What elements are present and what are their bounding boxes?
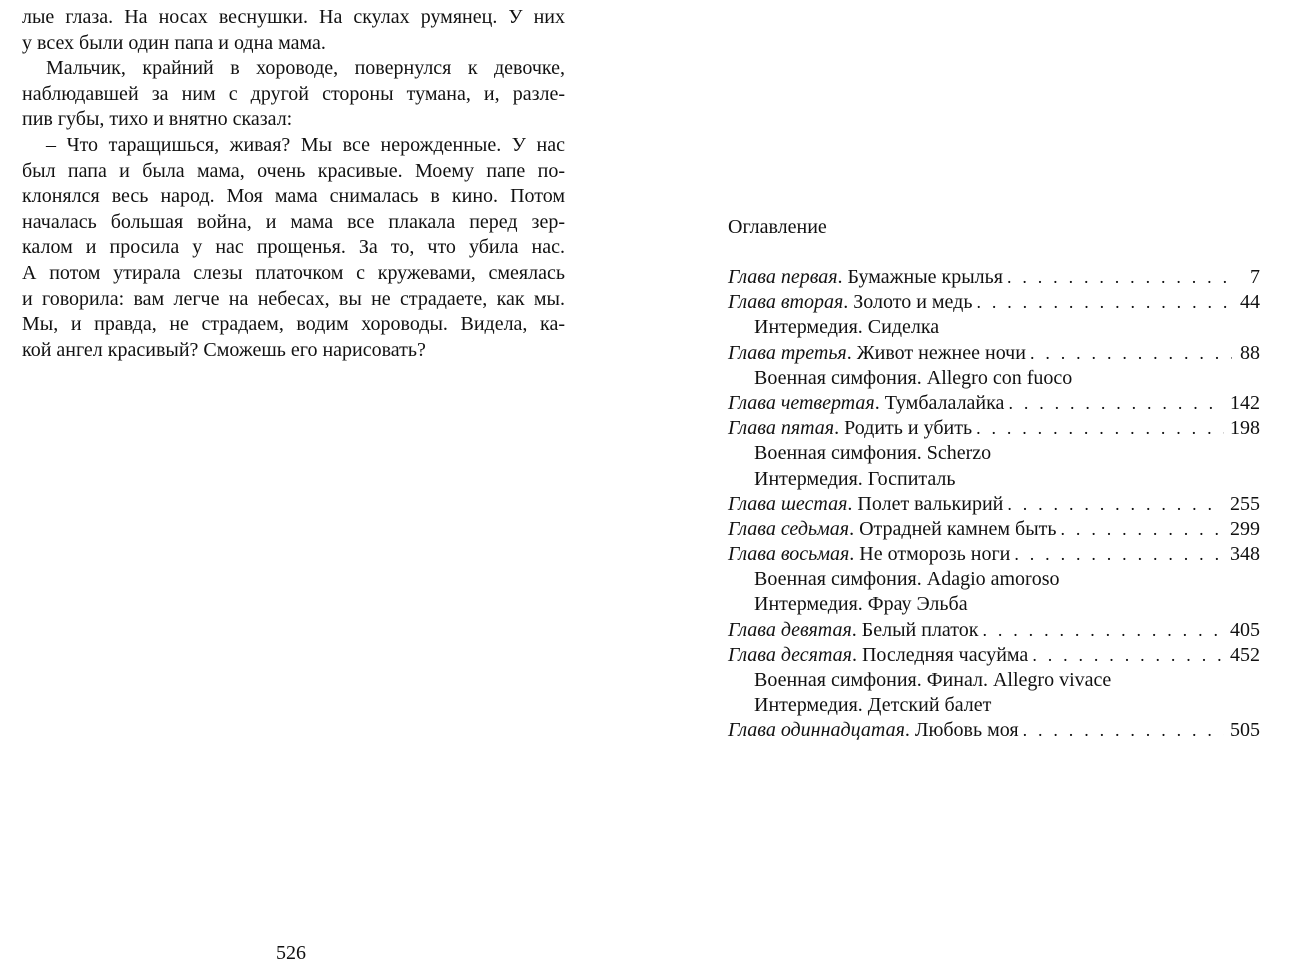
toc-title: . Любовь моя [904,719,1019,742]
toc-entry [728,492,1260,517]
toc-chapter-label: Глава четвертая [728,391,875,414]
toc-page-number: 348 [1230,543,1260,566]
page-number: 526 [276,942,306,964]
text-line: Мы, и правда, не страдаем, водим хороводы. Видела, ка- [22,313,565,336]
toc-page-number: 405 [1230,618,1260,641]
toc-dot-leader [1061,517,1224,542]
toc-dot-leader [1008,391,1224,416]
text-line: лые глаза. На носах веснушки. На скулах румянец. У них [22,6,565,28]
toc-subentry [728,668,1260,693]
story-text [22,5,565,363]
toc-dot-leader [1030,341,1232,366]
text-line: пив губы, тихо и внятно сказал: [22,108,293,131]
text-line: Мальчик, крайний в хороводе, повернулся к девочке, [46,57,565,80]
toc-chapter-label: Глава пятая [728,417,835,440]
text-line: – Что таращишься, живая? Мы все нерожденные. У нас [46,133,565,156]
toc-chapter-label: Глава одиннадцатая [728,719,905,742]
toc-page-number: 44 [1240,291,1260,314]
toc-page-number: 88 [1240,341,1260,364]
toc-chapter-label: Глава третья [728,341,847,364]
toc-page-number: 452 [1230,643,1260,666]
toc-dot-leader [976,290,1232,315]
toc-chapter-label: Глава десятая [728,643,852,666]
toc-chapter-label: Глава первая [728,266,838,288]
toc-entry [728,517,1260,542]
toc-title: Интермедия. Сиделка [754,316,940,339]
text-line: у всех были один папа и одна мама. [22,31,326,54]
text-line: началась большая война, и мама все плакала перед зер- [22,210,565,233]
toc-subentry [728,693,1260,718]
toc-dot-leader [976,416,1224,441]
toc-subentry [728,315,1260,340]
toc-dot-leader [1023,718,1224,743]
toc-subentry [728,441,1260,466]
toc-title: Военная симфония. Adagio amoroso [754,568,1060,591]
toc-title: . Тумбалалайка [874,391,1005,414]
text-line: и говорила: вам легче на небесах, вы не страдаете, как мы. [22,287,565,310]
toc-chapter-label: Глава восьмая [728,543,850,566]
toc-entry [728,290,1260,315]
toc-subentry [728,467,1260,492]
toc-dot-leader [1032,643,1224,668]
toc-dot-leader [1014,542,1224,567]
toc-heading: Оглавление [728,216,827,238]
toc-chapter-label: Глава шестая [728,492,848,515]
toc-dot-leader [982,618,1224,643]
toc-title: . Полет валькирий [847,492,1004,515]
toc-title: Интермедия. Фрау Эльба [754,593,968,616]
toc-title: . Белый платок [851,618,979,641]
toc-page-number: 198 [1230,417,1260,440]
toc-entry [728,416,1260,441]
toc-entry [728,265,1260,290]
toc-page-number: 142 [1230,391,1260,414]
toc-page-number: 299 [1230,517,1260,540]
toc-chapter-label: Глава вторая [728,291,844,314]
toc-chapter-label: Глава девятая [728,618,852,641]
toc-title: Военная симфония. Scherzo [754,442,992,465]
toc-entry [728,391,1260,416]
text-line: кой ангел красивый? Сможешь его нарисовать? [22,338,426,361]
text-line: наблюдавшей за ним с другой стороны тумана, и, разле- [22,82,565,105]
toc-subentry [728,592,1260,617]
toc-page-number: 7 [1250,266,1260,288]
toc-dot-leader [1007,492,1224,517]
toc-title: . Отрадней камнем быть [849,517,1057,540]
toc-chapter-label: Глава седьмая [728,517,850,540]
toc-title: Интермедия. Детский балет [754,694,992,717]
toc-title: . Не отморозь ноги [849,543,1011,566]
toc-title: . Живот нежнее ночи [846,341,1026,364]
toc-page-number: 505 [1230,719,1260,742]
toc-entry [728,542,1260,567]
table-of-contents [728,265,1260,744]
text-line: клонялся весь народ. Моя мама снималась в кино. Потом [22,185,565,208]
text-line: калом и просила у нас прощенья. За то, что убила нас. [22,236,565,259]
toc-title: . Бумажные крылья [837,266,1003,288]
toc-title: . Последняя часуйма [851,643,1029,666]
toc-entry [728,618,1260,643]
toc-entry [728,643,1260,668]
toc-page-number: 255 [1230,492,1260,515]
toc-entry [728,718,1260,743]
toc-dot-leader [1007,265,1232,290]
toc-subentry [728,366,1260,391]
right-page [650,0,1300,972]
toc-title: Военная симфония. Allegro con fuoco [754,366,1073,389]
text-line: А потом утирала слезы платочком с кружевами, смеялась [22,261,565,284]
toc-entry [728,341,1260,366]
toc-subentry [728,567,1260,592]
toc-title: Военная симфония. Финал. Allegro vivace [754,669,1112,691]
toc-title: Интермедия. Госпиталь [754,467,956,490]
toc-title: . Родить и убить [834,417,973,440]
toc-title: . Золото и медь [843,291,973,314]
text-line: был папа и была мама, очень красивые. Моему папе по- [22,159,565,182]
